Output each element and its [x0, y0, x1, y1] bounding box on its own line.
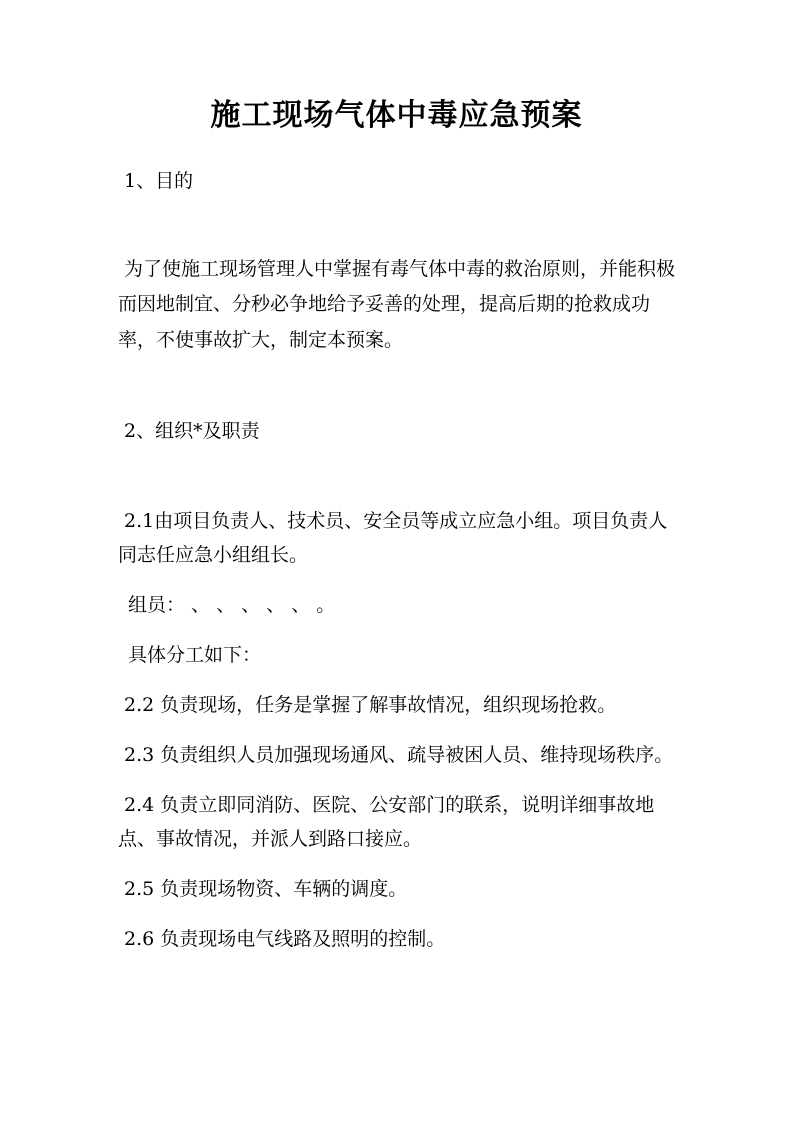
section1-paragraph-line-1: 为了使施工现场管理人中掌握有毒气体中毒的救治原则，并能积极 — [124, 258, 676, 280]
document-title: 施工现场气体中毒应急预案 — [210, 98, 583, 133]
item-2-5: 2.5 负责现场物资、车辆的调度。 — [124, 878, 408, 900]
item-2-1-line-2: 同志任应急小组组长。 — [118, 544, 309, 566]
section2-heading: 2、组织*及职责 — [124, 420, 260, 442]
item-2-4-line-2: 点、事故情况，并派人到路口接应。 — [118, 828, 423, 850]
section1-paragraph-line-2: 而因地制宜、分秒必争地给予妥善的处理，提高后期的抢救成功 — [118, 293, 651, 315]
item-2-4-line-1: 2.4 负责立即同消防、医院、公安部门的联系，说明详细事故地 — [124, 794, 655, 816]
item-2-3: 2.3 负责组织人员加强现场通风、疏导被困人员、维持现场秩序。 — [124, 744, 674, 766]
division-line: 具体分工如下： — [128, 644, 262, 666]
item-2-2: 2.2 负责现场，任务是掌握了解事故情况，组织现场抢救。 — [124, 694, 617, 716]
item-2-6: 2.6 负责现场电气线路及照明的控制。 — [124, 928, 446, 950]
section1-heading: 1、目的 — [124, 170, 194, 192]
section1-paragraph-line-3: 率，不使事故扩大，制定本预案。 — [118, 329, 404, 351]
item-2-1-line-1: 2.1由项目负责人、技术员、安全员等成立应急小组。项目负责人 — [124, 510, 668, 532]
members-line: 组员： 、 、 、 、 、 。 — [128, 594, 336, 616]
